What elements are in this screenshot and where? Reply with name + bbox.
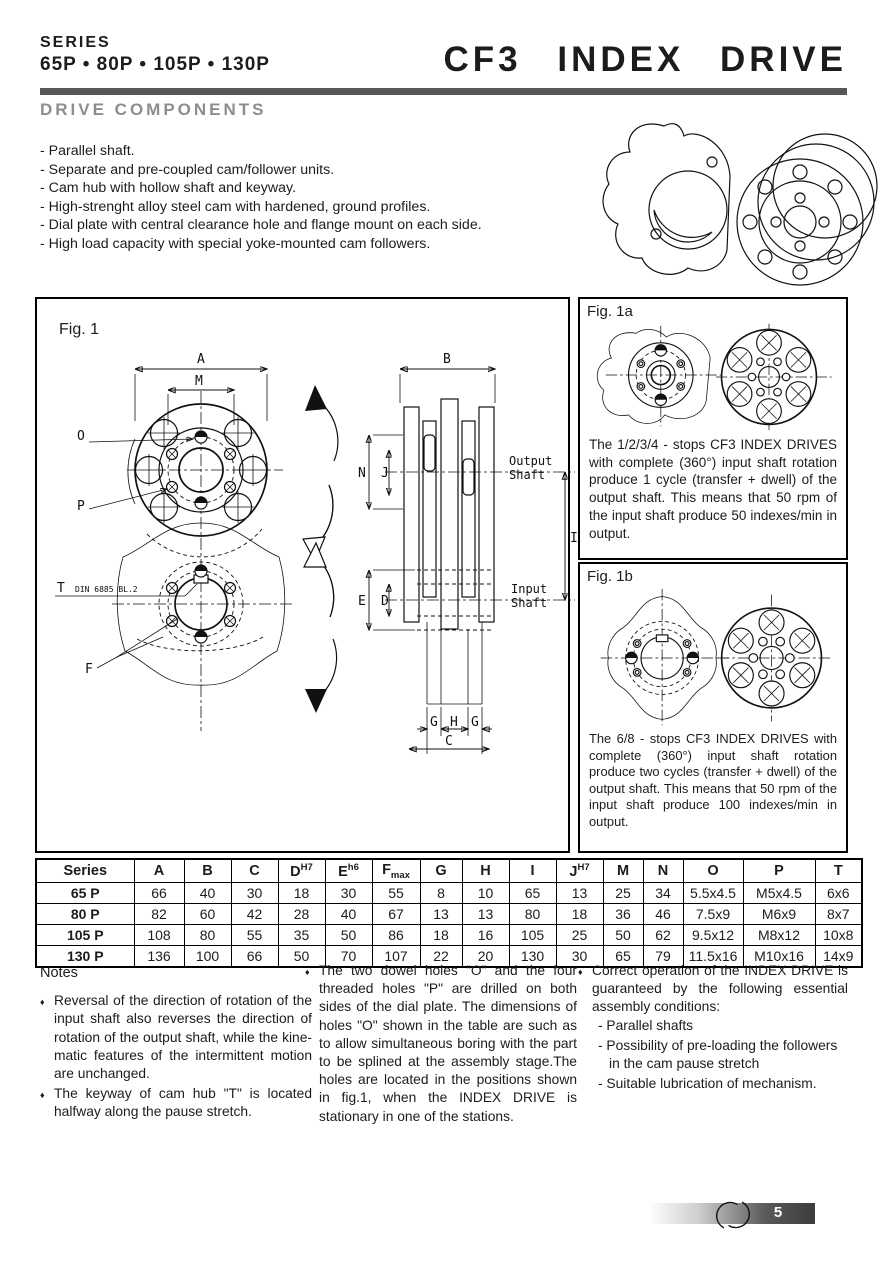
table-cell: 108	[134, 925, 184, 946]
fig1a-caption: The 1/2/3/4 - stops CF3 INDEX DRIVES with complete (360°) input shaft rotation produce 1 cycle (transfer + dwell) of the output shaft. This means that 50 rpm of the input shaft produce 50 indexes/min in output.	[589, 437, 837, 541]
dim-g1: G	[430, 715, 438, 730]
fig1b-caption: The 6/8 - stops CF3 INDEX DRIVES with complete (360°) input shaft rotation produce two cycles (transfer + dwell) of the output shaft. This means that 50 rpm of the input shaft produce 100 indexes/min in output.	[589, 731, 837, 829]
dim-j: J	[381, 466, 389, 481]
table-cell: M10x16	[743, 946, 815, 968]
assembly-conditions-list	[592, 1017, 848, 1094]
table-cell: 66	[134, 883, 184, 904]
table-header-cell: P	[743, 859, 815, 883]
notes-list-1	[40, 992, 312, 1121]
series-label: SERIES	[40, 34, 111, 51]
dim-t: T	[57, 581, 65, 596]
note-bullet: ♦	[40, 1090, 45, 1101]
table-cell: 30	[325, 883, 372, 904]
table-cell: 18	[556, 904, 603, 925]
note-item	[305, 962, 577, 1126]
dim-e: E	[358, 594, 366, 609]
dim-i: I	[570, 531, 578, 546]
page-number: 5	[773, 1204, 783, 1221]
table-cell: 28	[278, 904, 325, 925]
table-cell: 9.5x12	[683, 925, 743, 946]
table-cell: 18	[420, 925, 462, 946]
table-cell: 136	[134, 946, 184, 968]
notes-column-3	[578, 962, 848, 1095]
table-cell: M5x4.5	[743, 883, 815, 904]
fig1-drawing	[37, 299, 578, 851]
dim-p: P	[77, 499, 85, 514]
notes-column-1	[40, 962, 312, 1124]
table-cell: 30	[231, 883, 278, 904]
table-header-cell: T	[815, 859, 862, 883]
input-shaft-label: Input	[511, 582, 548, 596]
table-header-cell: $F_{max}$	[372, 859, 420, 883]
table-header-cell: $E^{h6}$	[325, 859, 372, 883]
table-cell: 86	[372, 925, 420, 946]
table-cell: 82	[134, 904, 184, 925]
table-cell: 10x8	[815, 925, 862, 946]
table-cell: 35	[278, 925, 325, 946]
note-item: ♦ Correct operation of the INDEX DRIVE is guaranteed by the following essential assembly conditions: - Parallel shafts - Possibility of pre-loading the followers in the cam pause stretch - Suitable lubrication of mechanism.	[578, 962, 848, 1093]
fig1-panel	[35, 297, 578, 853]
dim-m: M	[195, 374, 203, 389]
table-header-cell: I	[509, 859, 556, 883]
dim-f: F	[85, 662, 93, 677]
assembly-condition-item: - Parallel shafts	[598, 1017, 694, 1033]
drive-component-item: - Parallel shaft.	[40, 143, 135, 159]
assembly-condition-item: - Possibility of pre-loading the followers in the cam pause stretch	[598, 1037, 838, 1072]
table-cell: 40	[184, 883, 231, 904]
drive-components-list	[40, 142, 585, 254]
page-title: CF3 INDEX DRIVE	[443, 40, 847, 79]
series-block	[40, 34, 270, 76]
table-cell: 13	[420, 904, 462, 925]
dim-t-din: DIN 6885 BL.2	[75, 585, 138, 594]
table-cell: M8x12	[743, 925, 815, 946]
table-cell: 36	[603, 904, 643, 925]
table-row	[36, 925, 862, 946]
dim-a: A	[197, 352, 205, 367]
note-item	[40, 992, 312, 1083]
table-row	[36, 904, 862, 925]
table-header-cell: C	[231, 859, 278, 883]
table-header-cell: A	[134, 859, 184, 883]
table-cell: 46	[643, 904, 683, 925]
table-header-cell: M	[603, 859, 643, 883]
table-cell: 130	[509, 946, 556, 968]
table-cell: 50	[325, 925, 372, 946]
note-bullet: ♦	[578, 967, 583, 977]
product-photo-image	[594, 114, 888, 292]
table-cell: 130 P	[36, 946, 134, 968]
dim-g2: G	[471, 715, 479, 730]
table-cell: 105 P	[36, 925, 134, 946]
table-cell: 62	[643, 925, 683, 946]
note-item	[40, 1085, 312, 1121]
table-header-cell: H	[462, 859, 509, 883]
notes-list-3	[578, 962, 848, 1093]
table-cell: 67	[372, 904, 420, 925]
dim-o: O	[77, 429, 85, 444]
table-cell: 55	[231, 925, 278, 946]
table-cell: 8	[420, 883, 462, 904]
table-row	[36, 883, 862, 904]
dim-h: H	[450, 715, 458, 730]
note-text: The two dowel holes "O" and the four threaded holes "P" are drilled on both sides of the dial plate. The dimensions of holes "O" shown in the table are such as to allow simultaneous boring with the part to be splined at the assembly stage.The holes are located in the positions shown in fig.1, when the INDEX DRIVE is stationary in one of the stations.	[319, 963, 577, 1124]
table-cell: 13	[556, 883, 603, 904]
fig1a-drawing	[582, 320, 844, 432]
table-cell: 7.5x9	[683, 904, 743, 925]
drive-component-item: - High load capacity with special yoke-mounted cam followers.	[40, 235, 431, 252]
notes-column-2	[305, 962, 577, 1128]
table-cell: 22	[420, 946, 462, 968]
drive-component-item: - Separate and pre-coupled cam/follower units.	[40, 161, 335, 178]
svg-text:Shaft: Shaft	[509, 468, 546, 482]
table-cell: 30	[556, 946, 603, 968]
output-shaft-label: Output	[509, 454, 553, 468]
table-cell: 14x9	[815, 946, 862, 968]
drive-component-item: - Dial plate with central clearance hole and flange mount on each side.	[40, 217, 482, 234]
note-bullet: ♦	[305, 967, 310, 977]
dim-n: N	[358, 466, 366, 481]
fig1a-label: Fig. 1a	[587, 303, 633, 320]
table-cell: 40	[325, 904, 372, 925]
brand-logo	[706, 1192, 760, 1238]
note-text: Reversal of the direction of rotation of the input shaft also reverses the direction of rotation of the output shaft, while the kine-matic features of the intermittent motion are unchanged.	[54, 993, 312, 1082]
table-cell: 60	[184, 904, 231, 925]
table-cell: 10	[462, 883, 509, 904]
fig1-label: Fig. 1	[59, 321, 100, 338]
table-cell: 107	[372, 946, 420, 968]
table-cell: 18	[278, 883, 325, 904]
table-cell: 100	[184, 946, 231, 968]
drive-component-item: - High-strenght alloy steel cam with hardened, ground profiles.	[40, 198, 431, 215]
table-cell: 6x6	[815, 883, 862, 904]
table-header-cell: O	[683, 859, 743, 883]
table-cell: 13	[462, 904, 509, 925]
fig1a-panel	[578, 297, 848, 560]
table-header-cell: $D^{H7}$	[278, 859, 325, 883]
bolt-holes	[743, 165, 857, 279]
note-text: The keyway of cam hub "T" is located halfway along the pause stretch.	[54, 1086, 312, 1120]
notes-heading: Notes	[40, 965, 78, 981]
table-cell: 25	[603, 883, 643, 904]
table-cell: 79	[643, 946, 683, 968]
table-cell: 5.5x4.5	[683, 883, 743, 904]
svg-text:Shaft: Shaft	[511, 596, 548, 610]
table-cell: 34	[643, 883, 683, 904]
fig1b-label: Fig. 1b	[587, 568, 633, 585]
table-cell: 80	[184, 925, 231, 946]
assembly-condition-item: - Suitable lubrication of mechanism.	[598, 1076, 817, 1092]
dim-b: B	[443, 352, 451, 367]
header-rule	[40, 88, 847, 95]
table-header-cell: G	[420, 859, 462, 883]
notes-list-2	[305, 962, 577, 1126]
table-header-cell: N	[643, 859, 683, 883]
table-cell: 70	[325, 946, 372, 968]
table-cell: 16	[462, 925, 509, 946]
table-cell: 105	[509, 925, 556, 946]
section-heading: DRIVE COMPONENTS	[40, 100, 267, 119]
table-cell: 8x7	[815, 904, 862, 925]
table-cell: 11.5x16	[683, 946, 743, 968]
table-cell: 20	[462, 946, 509, 968]
table-header-cell: B	[184, 859, 231, 883]
series-models: 65P • 80P • 105P • 130P	[40, 54, 270, 75]
table-cell: M6x9	[743, 904, 815, 925]
fig1b-drawing	[582, 585, 844, 729]
table-cell: 25	[556, 925, 603, 946]
table-cell: 66	[231, 946, 278, 968]
table-cell: 65	[603, 946, 643, 968]
table-cell: 50	[603, 925, 643, 946]
drive-component-item: - Cam hub with hollow shaft and keyway.	[40, 180, 297, 197]
table-header-cell: $J^{H7}$	[556, 859, 603, 883]
table-cell: 42	[231, 904, 278, 925]
dim-d: D	[381, 594, 389, 609]
table-cell: 55	[372, 883, 420, 904]
table-cell: 65 P	[36, 883, 134, 904]
table-cell: 65	[509, 883, 556, 904]
product-photo	[594, 114, 888, 292]
note-bullet: ♦	[40, 997, 45, 1008]
fig1b-panel	[578, 562, 848, 853]
table-cell: 50	[278, 946, 325, 968]
dim-c: C	[445, 734, 453, 749]
table-header-cell: Series	[36, 859, 134, 883]
table-cell: 80	[509, 904, 556, 925]
table-header	[36, 859, 862, 883]
dimensions-table	[35, 858, 863, 968]
table-cell: 80 P	[36, 904, 134, 925]
